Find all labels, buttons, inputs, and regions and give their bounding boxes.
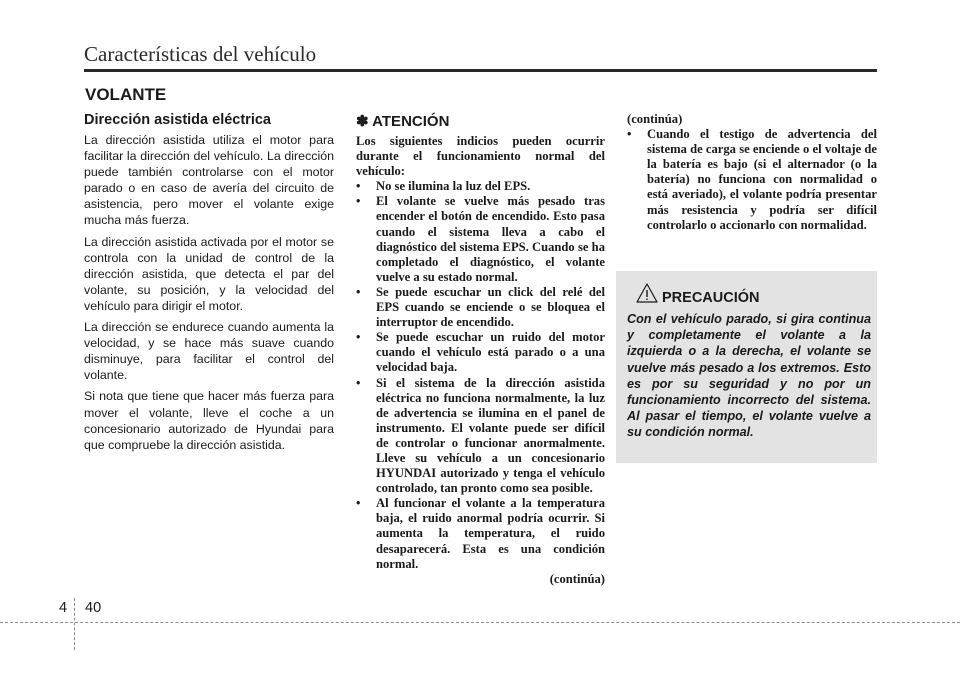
bullet-icon: • xyxy=(356,330,361,345)
list-item xyxy=(356,330,605,375)
continued-label: (continúa) xyxy=(549,571,605,586)
attention-column xyxy=(356,112,605,587)
paragraph: La dirección asistida activada por el motor se controla con la unidad de control de la dirección asistida, que detecta el par del volante, su posición, y la velocidad del vehículo para dirigir el motor. xyxy=(84,234,334,313)
footer-divider xyxy=(74,598,75,650)
caution-box xyxy=(616,271,877,463)
attention-list xyxy=(356,179,605,571)
attention-heading: ✽ ATENCIÓN xyxy=(356,113,450,130)
subsection-heading: Dirección asistida eléctrica xyxy=(84,112,271,128)
bullet-icon: • xyxy=(356,375,361,390)
caution-heading: PRECAUCIÓN xyxy=(662,290,760,306)
list-item-text: Se puede escuchar un click del relé del EPS cuando se enciende o se bloquea el interruptor de encendido. xyxy=(376,284,605,330)
bullet-icon: • xyxy=(627,127,632,142)
page-number: 40 xyxy=(85,600,102,616)
bullet-icon: • xyxy=(356,496,361,511)
caution-text: Con el vehículo parado, si gira continua y completamente el volante a la izquierda o a la derecha, el volante se vuelve más pesado a los extremos. Esto es por su seguridad y no por un funcionamiento incorrecto del sistema. Al pasar el tiempo, el volante vuelve a su condición normal. xyxy=(627,312,871,440)
header-title: Características del vehículo xyxy=(84,42,317,66)
paragraph: Si nota que tiene que hacer más fuerza para mover el volante, lleve el coche a un concesionario autorizado de Hyundai para que compruebe la dirección asistida. xyxy=(84,389,334,452)
paragraph: La dirección se endurece cuando aumenta la velocidad, y se hace más suave cuando disminuye, para facilitar el control del volante. xyxy=(84,320,334,383)
list-item-text: Al funcionar el volante a la temperatura baja, el ruido anormal podría ocurrir. Si aumenta la temperatura, el ruido desaparecerá. Esta es una condición normal. xyxy=(376,496,605,571)
list-item xyxy=(627,127,877,233)
bullet-icon: • xyxy=(356,179,361,194)
continued-list xyxy=(627,127,877,233)
list-item-text: No se ilumina la luz del EPS. xyxy=(376,179,531,194)
paragraph: La dirección asistida utiliza el motor para facilitar la dirección del vehículo. La dirección puede también controlarse con el motor parado o en caso de avería del circuito de asistencia, pero mover el volante exige mucha más fuerza. xyxy=(84,133,334,228)
list-item-text: Se puede escuchar un ruido del motor cuando el vehículo está parado o a una velocidad baja. xyxy=(376,330,605,375)
page-chapter: 4 xyxy=(59,600,68,616)
footer-rule xyxy=(0,622,960,623)
attention-intro: Los siguientes indicios pueden ocurrir durante el funcionamiento normal del vehículo: xyxy=(356,134,605,179)
list-item xyxy=(356,179,605,194)
bullet-icon: • xyxy=(356,194,361,209)
column-3 xyxy=(627,112,877,233)
list-item-text: El volante se vuelve más pesado tras encender el botón de encendido. Esto pasa cuando el sistema lleva a cabo el diagnóstico del sistema EPS. Cuando se ha completado el diagnóstico, el volante vuelve a su estado normal. xyxy=(376,194,605,284)
column-1 xyxy=(84,112,334,458)
list-item xyxy=(356,496,605,571)
list-item-text: Si el sistema de la dirección asistida eléctrica no funciona normalmente, la luz de advertencia se ilumina en el panel de instrumento. El volante puede ser difícil de controlar o funcionar anormalmente. Lleve su vehículo a un concesionario HYUNDAI autorizado y tenga el vehículo controlado, tan pronto como sea posible. xyxy=(376,375,605,496)
list-item-text: Cuando el testigo de advertencia del sistema de carga se enciende o el voltaje de la batería es bajo (si el alternador (o la batería) no funciona con normalidad o está averiado), el volante podría presentar más resistencia y podría ser difícil controlarlo o accionarlo con normalidad. xyxy=(647,127,877,232)
list-item xyxy=(356,194,605,285)
caution-header xyxy=(636,283,760,306)
section-title: VOLANTE xyxy=(85,85,167,104)
header-rule xyxy=(84,69,877,72)
continued-label: (continúa) xyxy=(627,112,683,126)
warning-triangle-icon xyxy=(636,283,658,303)
bullet-icon: • xyxy=(356,284,361,299)
list-item xyxy=(356,376,605,497)
list-item xyxy=(356,285,605,330)
